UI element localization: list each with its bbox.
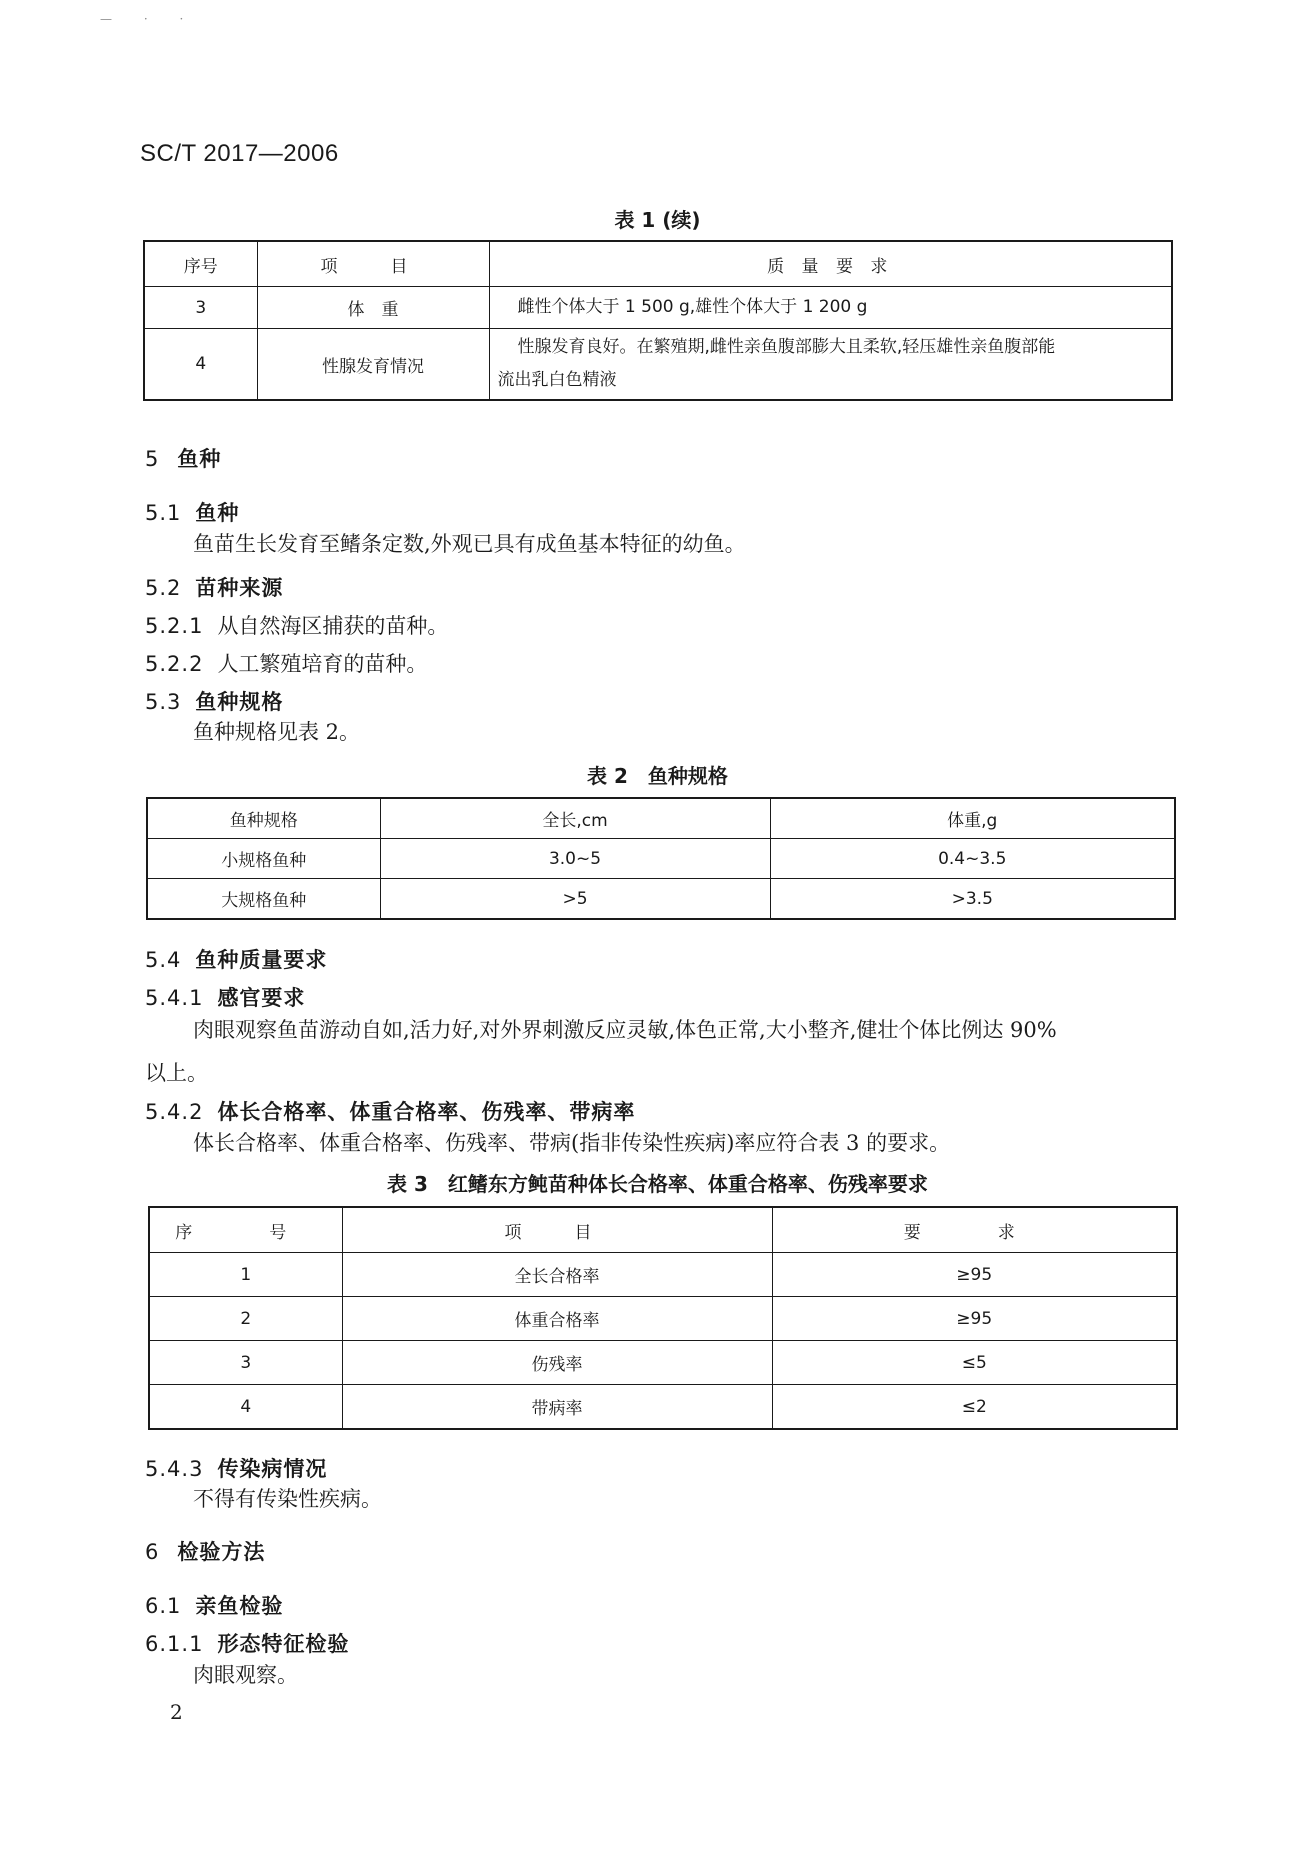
table3-cell-item: 带病率 bbox=[342, 1385, 772, 1430]
section-title: 形态特征检验 bbox=[217, 1632, 350, 1656]
section-5-2-heading bbox=[145, 572, 283, 602]
table1-title: 表 1 (续) bbox=[614, 208, 701, 232]
table2-cell-length: >5 bbox=[380, 879, 770, 920]
table-row bbox=[149, 1385, 1177, 1430]
table-row bbox=[144, 329, 1172, 401]
table1-cell-requirement-line1: 性腺发育良好。在繁殖期,雌性亲鱼腹部膨大且柔软,轻压雄性亲鱼腹部能 bbox=[517, 337, 1056, 357]
table1-header-row bbox=[144, 241, 1172, 287]
section-title: 感官要求 bbox=[217, 986, 306, 1010]
table2-header-spec: 鱼种规格 bbox=[147, 798, 380, 839]
table-row bbox=[149, 1297, 1177, 1341]
section-5-heading bbox=[145, 443, 221, 473]
table3-header-requirement: 要 求 bbox=[772, 1207, 1177, 1253]
section-title: 亲鱼检验 bbox=[195, 1594, 284, 1618]
table3-header-item: 项 目 bbox=[342, 1207, 772, 1253]
table-row bbox=[147, 879, 1175, 920]
table1-cell-no: 3 bbox=[144, 287, 257, 329]
table3-cell-no: 4 bbox=[149, 1385, 342, 1430]
table2-header-weight: 体重,g bbox=[770, 798, 1175, 839]
table1-cell-requirement-line2: 流出乳白色精液 bbox=[497, 370, 617, 390]
section-number: 5.2 bbox=[145, 576, 182, 600]
table-row bbox=[149, 1341, 1177, 1385]
table3-cell-no: 2 bbox=[149, 1297, 342, 1341]
table1-cell-item: 体 重 bbox=[257, 287, 489, 329]
table1-header-item: 项 目 bbox=[257, 241, 489, 287]
table2-cell-spec: 小规格鱼种 bbox=[147, 839, 380, 879]
table2-cell-weight: 0.4~3.5 bbox=[770, 839, 1175, 879]
scan-artifact: — · · bbox=[100, 12, 198, 26]
table-row bbox=[147, 839, 1175, 879]
document-code: SC/T 2017—2006 bbox=[140, 140, 339, 167]
table2-cell-length: 3.0~5 bbox=[380, 839, 770, 879]
section-5-1-heading bbox=[145, 497, 239, 527]
table2-title: 表 2 鱼种规格 bbox=[587, 764, 728, 788]
section-5-2-1 bbox=[145, 610, 448, 640]
section-title: 体长合格率、体重合格率、伤残率、带病率 bbox=[217, 1100, 636, 1124]
section-number: 5.1 bbox=[145, 501, 182, 525]
table3-cell-no: 1 bbox=[149, 1253, 342, 1297]
section-number: 6.1.1 bbox=[145, 1632, 204, 1656]
table3-cell-requirement: ≤5 bbox=[772, 1341, 1177, 1385]
table3-cell-requirement: ≥95 bbox=[772, 1297, 1177, 1341]
table3-cell-item: 全长合格率 bbox=[342, 1253, 772, 1297]
section-5-4-2-heading bbox=[145, 1096, 635, 1126]
section-title: 鱼种 bbox=[177, 447, 222, 471]
section-5-4-1-text bbox=[145, 1009, 1183, 1095]
table1-header-no: 序号 bbox=[144, 241, 257, 287]
section-number: 5.4.2 bbox=[145, 1100, 204, 1124]
section-title: 传染病情况 bbox=[217, 1457, 328, 1481]
section-text-line2: 以上。 bbox=[145, 1061, 208, 1085]
table2-cell-spec: 大规格鱼种 bbox=[147, 879, 380, 920]
section-title: 检验方法 bbox=[177, 1540, 266, 1564]
section-5-4-heading bbox=[145, 944, 327, 974]
section-text-line1: 肉眼观察鱼苗游动自如,活力好,对外界刺激反应灵敏,体色正常,大小整齐,健壮个体比例达 90% bbox=[193, 1018, 1057, 1042]
section-text: 从自然海区捕获的苗种。 bbox=[217, 614, 449, 638]
section-number: 6 bbox=[145, 1540, 160, 1564]
table1-cell-requirement: 雌性个体大于 1 500 g,雄性个体大于 1 200 g bbox=[489, 287, 1172, 329]
table3-cell-requirement: ≤2 bbox=[772, 1385, 1177, 1430]
section-5-2-2 bbox=[145, 648, 427, 678]
table3-cell-item: 伤残率 bbox=[342, 1341, 772, 1385]
table3-title: 表 3 红鳍东方鲀苗种体长合格率、体重合格率、伤残率要求 bbox=[387, 1172, 928, 1196]
section-number: 5.4.1 bbox=[145, 986, 204, 1010]
table3 bbox=[148, 1206, 1178, 1430]
section-number: 5 bbox=[145, 447, 160, 471]
table2-header-row bbox=[147, 798, 1175, 839]
section-5-3-text: 鱼种规格见表 2。 bbox=[193, 720, 361, 744]
section-5-4-2-text: 体长合格率、体重合格率、伤残率、带病(指非传染性疾病)率应符合表 3 的要求。 bbox=[193, 1131, 951, 1155]
section-number: 5.4.3 bbox=[145, 1457, 204, 1481]
table2-header-length: 全长,cm bbox=[380, 798, 770, 839]
table3-cell-item: 体重合格率 bbox=[342, 1297, 772, 1341]
section-title: 鱼种质量要求 bbox=[195, 948, 328, 972]
section-title: 苗种来源 bbox=[195, 576, 284, 600]
table1-cell-item: 性腺发育情况 bbox=[257, 329, 489, 401]
section-6-1-heading bbox=[145, 1590, 283, 1620]
section-number: 5.3 bbox=[145, 690, 182, 714]
section-5-4-1-heading bbox=[145, 982, 305, 1012]
table-row bbox=[144, 287, 1172, 329]
section-number: 5.4 bbox=[145, 948, 182, 972]
table2-cell-weight: >3.5 bbox=[770, 879, 1175, 920]
section-title: 鱼种 bbox=[195, 501, 240, 525]
section-text: 人工繁殖培育的苗种。 bbox=[217, 652, 428, 676]
table3-header-no: 序 号 bbox=[149, 1207, 342, 1253]
table2 bbox=[146, 797, 1176, 920]
section-number: 6.1 bbox=[145, 1594, 182, 1618]
section-5-4-3-text: 不得有传染性疾病。 bbox=[193, 1487, 382, 1511]
section-5-1-text: 鱼苗生长发育至鳍条定数,外观已具有成鱼基本特征的幼鱼。 bbox=[193, 532, 746, 556]
section-number: 5.2.2 bbox=[145, 652, 204, 676]
table1-header-requirement: 质 量 要 求 bbox=[489, 241, 1172, 287]
table1 bbox=[143, 240, 1173, 401]
section-title: 鱼种规格 bbox=[195, 690, 284, 714]
section-6-heading bbox=[145, 1536, 265, 1566]
section-6-1-1-text: 肉眼观察。 bbox=[193, 1663, 298, 1687]
section-6-1-1-heading bbox=[145, 1628, 349, 1658]
table1-cell-requirement bbox=[489, 329, 1172, 401]
page-number: 2 bbox=[170, 1700, 183, 1724]
table1-cell-no: 4 bbox=[144, 329, 257, 401]
table3-header-row bbox=[149, 1207, 1177, 1253]
table3-cell-no: 3 bbox=[149, 1341, 342, 1385]
table-row bbox=[149, 1253, 1177, 1297]
table3-cell-requirement: ≥95 bbox=[772, 1253, 1177, 1297]
section-number: 5.2.1 bbox=[145, 614, 204, 638]
